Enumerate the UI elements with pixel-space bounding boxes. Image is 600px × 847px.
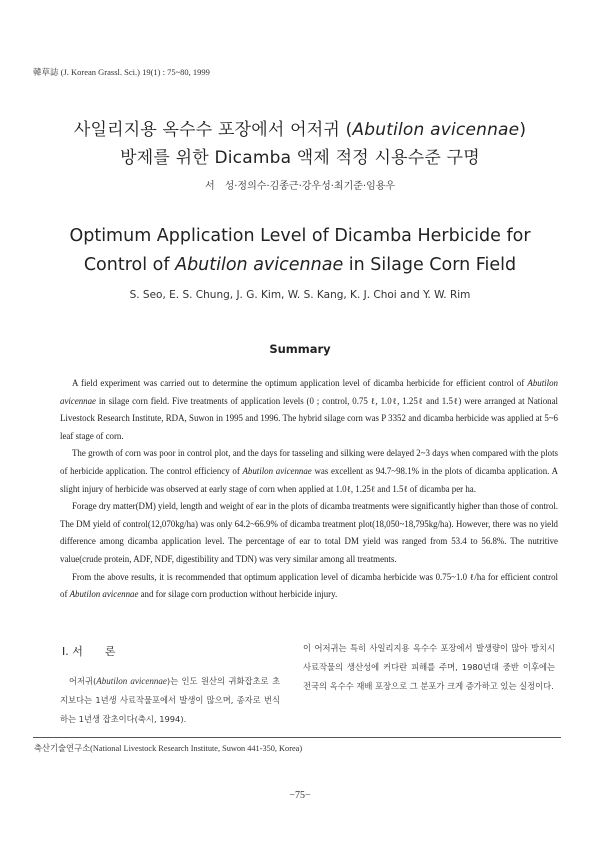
summary-text: From the above results, it is recommended that optimum application level of dicamba herbicide was 0.75~1.0 ℓ/ha for efficient control of (60, 571, 558, 600)
english-title-species: Abutilon avicennae (175, 255, 344, 275)
species-name: Abutilon avicennae (242, 465, 312, 476)
section-heading-introduction: Ⅰ. 서 론 (62, 645, 116, 658)
summary-body (60, 375, 558, 604)
english-title-text: Control of (83, 255, 176, 275)
page-number: −75− (289, 790, 311, 801)
korean-title-close: ) (519, 120, 527, 140)
species-name: Abutilon avicennae (96, 676, 167, 686)
summary-paragraph: Forage dry matter(DM) yield, length and weight of ear in the plots of dicamba treatments were significantly higher than those of control. The DM yield of control(12,070kg/ha) was only 64.2~66.9% of dicamba treatment plot(18,050~18,795kg/ha). However, there was no yield difference among dicamba application level. The percentage of ear to total DM yield was ranged from 53.4 to 56.8%. The nutritive value(crude protein, ADF, NDF, digestibility and TDN) was very similar among all treatments. (60, 501, 558, 564)
summary-paragraph (60, 375, 558, 445)
english-title-line-1: Optimum Application Level of Dicamba Herbicide for (69, 226, 531, 246)
intro-text: )는 인도 원산의 귀화잡초로 초지보다는 1년생 사료작물포에서 발생이 많으며, 종자로 번식하는 1년생 잡초이다(축시, 1994). (60, 676, 280, 724)
intro-left-column (60, 643, 280, 729)
affiliation-footnote: 축산기술연구소(National Livestock Research Institute, Suwon 441-350, Korea) (34, 744, 303, 753)
english-authors: S. Seo, E. S. Chung, J. G. Kim, W. S. Kang, K. J. Choi and Y. W. Rim (129, 289, 471, 301)
species-name: Abutilon avicennae (69, 589, 139, 600)
korean-title-line-2: 방제를 위한 Dicamba 액제 적정 시용수준 구명 (120, 148, 480, 168)
summary-text: The growth of corn was poor in control plot, and the days for tasseling and silking were delayed 2~3 days when compared with the plots of herbicide application. The control efficiency of (60, 448, 558, 476)
intro-paragraph (60, 672, 280, 729)
korean-authors: 서 성·정의수·김종근·강우성·최기준·임용우 (204, 181, 396, 192)
korean-title-species: Abutilon avicennae (352, 120, 520, 140)
summary-paragraph (60, 569, 558, 604)
intro-paragraph: 이 어저귀는 특히 사일리지용 옥수수 포장에서 발생량이 많아 방치시 사료작물의 생산성에 커다란 피해를 주며, 1980년대 중반 이후에는 전국의 옥수수 재배 포장으로 그 분포가 크게 증가하고 있는 실정이다. (303, 643, 555, 691)
footnote-divider (33, 737, 561, 738)
summary-paragraph (60, 445, 558, 498)
summary-text: in silage corn field. Five treatments of application levels (0 ; control, 0.75 ℓ, 1.0ℓ, 1.25ℓ and 1.5ℓ) were arranged at National Livestock Research Institute, RDA, Suwon in 1995 and 1996. The hybrid silage corn was P 3352 and dicamba herbicide was applied at 5~6 leaf stage of corn. (60, 395, 558, 441)
korean-title-text: 사일리지용 옥수수 포장에서 어저귀 ( (73, 120, 353, 140)
species-name: Abutilon avicennae (60, 378, 558, 406)
korean-title-line-1 (0, 115, 600, 140)
summary-text: was excellent as 94.7~98.1% in the plots of dicamba application. A slight injury of herbicide was observed at early stage of corn when applied at 1.0ℓ, 1.25ℓ and 1.5ℓ of dicamba per ha. (60, 465, 558, 494)
journal-reference: 韓草誌 (J. Korean Grassl. Sci.) 19(1) : 75~80, 1999 (33, 67, 210, 77)
english-title-rest: in Silage Corn Field (343, 255, 517, 275)
summary-text: A field experiment was carried out to determine the optimum application level of dicamba herbicide for efficient control of (72, 378, 528, 388)
english-title-line-2 (0, 255, 600, 275)
intro-text: 어저귀( (69, 676, 97, 686)
summary-text: and for silage corn production without herbicide injury. (138, 589, 338, 600)
summary-heading: Summary (269, 342, 331, 356)
intro-right-column (303, 639, 555, 696)
